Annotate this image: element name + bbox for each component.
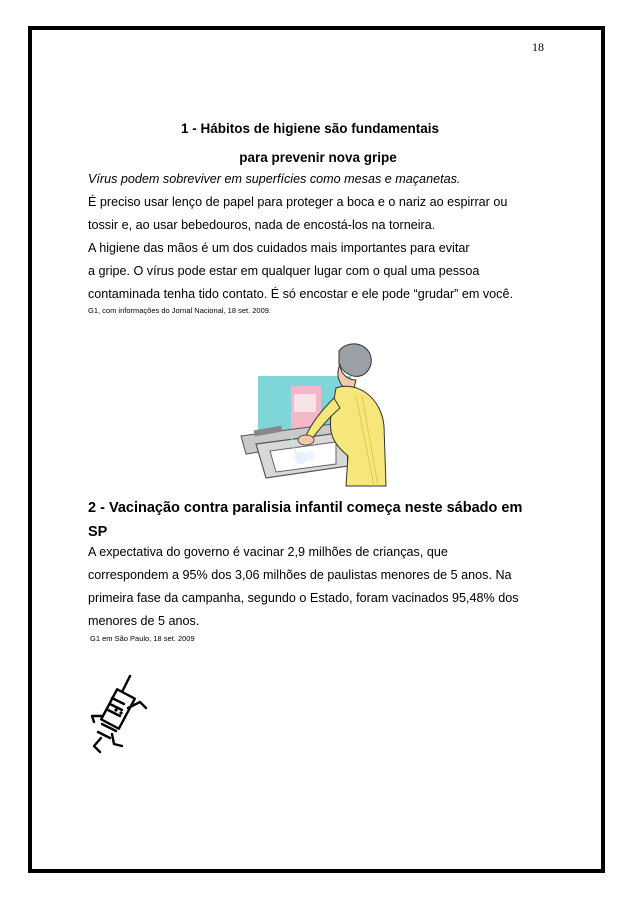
article1-body	[88, 168, 558, 306]
article1-source: G1, com informações do Jornal Nacional, 18 set. 2009.	[88, 306, 272, 315]
article2-title-line2: SP	[88, 524, 108, 540]
article1-line-1: Vírus podem sobreviver em superfícies como mesas e maçanetas.	[88, 172, 461, 186]
article1-line-3: tossir e, ao usar bebedouros, nada de encostá-los na torneira.	[88, 218, 436, 232]
article2-source: G1 em São Paulo, 18 set. 2009	[90, 634, 195, 643]
page-number: 18	[532, 40, 544, 54]
woman-washing-hands-icon	[236, 336, 396, 496]
article2-line-3: primeira fase da campanha, segundo o Estado, foram vacinados 95,48% dos	[88, 591, 519, 605]
syringe-character-icon	[88, 672, 158, 754]
article1-line-4: A higiene das mãos é um dos cuidados mais importantes para evitar	[88, 241, 470, 255]
article2-line-1: A expectativa do governo é vacinar 2,9 milhões de crianças, que	[88, 545, 448, 559]
article1-line-6: contaminada tenha tido contato. É só encostar e ele pode “grudar” em você.	[88, 287, 513, 301]
article1-line-2: É preciso usar lenço de papel para proteger a boca e o nariz ao espirrar ou	[88, 195, 508, 209]
article2-line-2: correspondem a 95% dos 3,06 milhões de paulistas menores de 5 anos. Na	[88, 568, 512, 582]
article2-body	[88, 541, 558, 633]
article2-title-line1: 2 - Vacinação contra paralisia infantil começa neste sábado em	[88, 500, 523, 516]
article1-line-5: a gripe. O vírus pode estar em qualquer lugar com o qual uma pessoa	[88, 264, 480, 278]
article1-title-line1: 1 - Hábitos de higiene são fundamentais	[180, 121, 440, 136]
article2-line-4: menores de 5 anos.	[88, 614, 200, 628]
article1-title-line2: para prevenir nova gripe	[239, 150, 397, 165]
